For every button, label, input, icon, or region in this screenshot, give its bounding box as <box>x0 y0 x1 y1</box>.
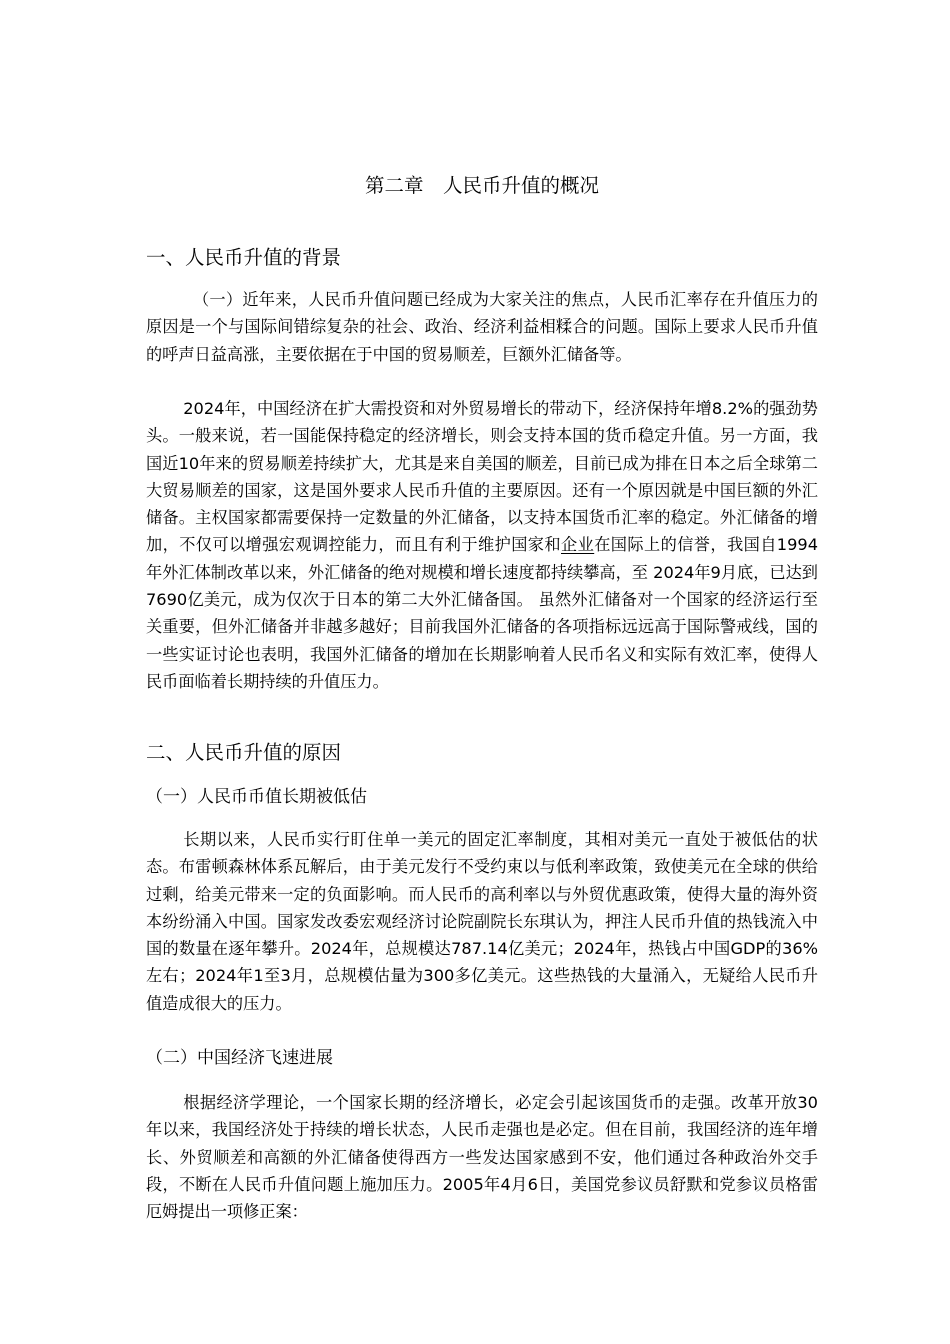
document-page <box>146 0 818 1344</box>
chapter-title: 第二章 人民币升值的概况 <box>364 174 599 197</box>
paragraph-undervalued: 长期以来，人民币实行盯住单一美元的固定汇率制度，其相对美元一直处于被低估的状态。布雷顿森林体系瓦解后，由于美元发行不受约束以与低利率政策，致使美元在全球的供给过剩，给美元带来一定的负面影响。而人民币的高利率以与外贸优惠政策，使得大量的海外资本纷纷涌入中国。国家发改委宏观经济讨论院副院长东琪认为，押注人民币升值的热钱流入中国的数量在逐年攀升。2024年，总规模达787.14亿美元；2024年，热钱占中国GDP的36%左右；2024年1至3月，总规模估量为300多亿美元。这些热钱的大量涌入，无疑给人民币升值造成很大的压力。 <box>146 830 818 1013</box>
paragraph-text: 在国际上的信誉，我国自1994年外汇体制改革以来，外汇储备的绝对规模和增长速度都持续攀高，至 2024年9月底，已达到7690亿美元，成为仅次于日本的第二大外汇储备国。 虽然外汇储备对一个国家的经济运行至关重要，但外汇储备并非越多越好；目前我国外汇储备的各项指标远远高于国际警戒线，国的一些实证讨论也表明，我国外汇储备的增加在长期影响着人民币名义和实际有效汇率，使得人民币面临着长期持续的升值压力。 <box>146 535 818 691</box>
paragraph-background-intro: （一）近年来，人民币升值问题已经成为大家关注的焦点，人民币汇率存在升值压力的原因是一个与国际间错综复杂的社会、政治、经济利益相糅合的问题。国际上要求人民币升值的呼声日益高涨，主要依据在于中国的贸易顺差，巨额外汇储备等。 <box>146 290 818 364</box>
enterprise-link[interactable]: 企业 <box>561 535 595 555</box>
paragraph-economic-growth: 根据经济学理论，一个国家长期的经济增长，必定会引起该国货币的走强。改革开放30年以来，我国经济处于持续的增长状态，人民币走强也是必定。但在目前，我国经济的连年增长、外贸顺差和高额的外汇储备使得西方一些发达国家感到不安，他们通过各种政治外交手段，不断在人民币升值问题上施加压力。2005年4月6日，美国党参议员舒默和党参议员格雷厄姆提出一项修正案： <box>146 1093 818 1222</box>
paragraph-text: 2024年，中国经济在扩大需投资和对外贸易增长的带动下，经济保持年增8.2%的强劲势头。一般来说，若一国能保持稳定的经济增长，则会支持本国的货币稳定升值。另一方面，我国近10年来的贸易顺差持续扩大，尤其是来自美国的顺差，目前已成为排在日本之后全球第二大贸易顺差的国家，这是国外要求人民币升值的主要原因。还有一个原因就是中国巨额的外汇储备。主权国家都需要保持一定数量的外汇储备，以支持本国货币汇率的稳定。外汇储备的增加，不仅可以增强宏观调控能力，而且有利于维护国家和 <box>146 399 818 555</box>
section-heading-background: 一、人民币升值的背景 <box>146 246 342 269</box>
subheading-undervalued: （一）人民币币值长期被低估 <box>146 787 367 807</box>
subheading-economic-growth: （二）中国经济飞速进展 <box>146 1048 333 1068</box>
paragraph-background-detail <box>146 395 818 695</box>
section-heading-reasons: 二、人民币升值的原因 <box>146 741 342 764</box>
